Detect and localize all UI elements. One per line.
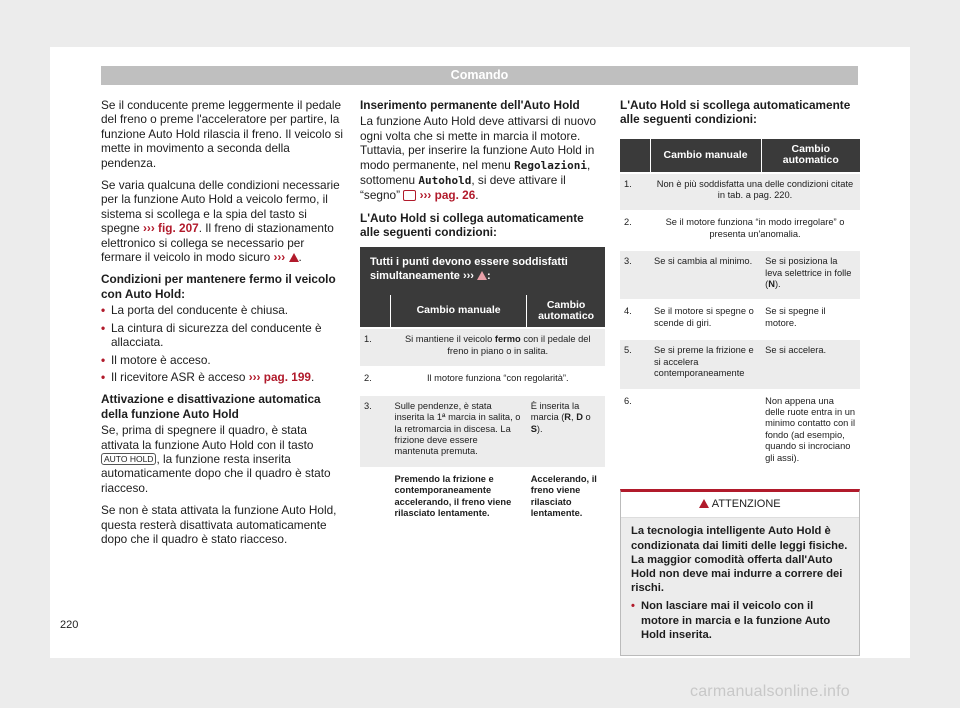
auto-hold-key: AUTO HOLD bbox=[101, 453, 156, 465]
table-row: 4. Se il motore si spegne o scende di giri. Se si spegne il motore. bbox=[620, 300, 860, 339]
table-row: 3. Sulle pendenze, è stata inserita la 1ª marcia in salita, o la retromarcia in discesa. La frizione deve essere mantenuta premuta. È inserita la marcia (R, D o S). bbox=[360, 395, 605, 468]
list-item: • Non lasciare mai il veicolo con il motore in marcia e la funzione Auto Hold inserita. bbox=[631, 600, 831, 641]
column-right bbox=[620, 98, 860, 656]
warning-icon bbox=[289, 253, 299, 262]
table-row: 2. Se il motore funziona “in modo irregolare” o presenta un'anomalia. bbox=[620, 211, 860, 250]
paragraph-permanent: La funzione Auto Hold deve attivarsi di nuovo ogni volta che si mette in marcia il motore. Tuttavia, per inserire la funzione Auto Hold in modo permanente, nel menu Regolazioni, sottomenu Autohold, si deve attivare il “segno” ››› pag. 26. bbox=[360, 114, 597, 203]
menu-name: Regolazioni bbox=[514, 158, 587, 172]
attention-text: La tecnologia intelligente Auto Hold è condizionata dai limiti delle leggi fisiche. La maggior comodità offerta dall'Auto Hold non deve mai indurre a correre dei rischi. bbox=[631, 525, 848, 595]
watermark: carmanualsonline.info bbox=[690, 683, 850, 700]
table-row: 3. Se si cambia al minimo. Se si posiziona la leva selettrice in folle (N). bbox=[620, 250, 860, 300]
table-row: 1. Si mantiene il veicolo fermo con il pedale del freno in piano o in salita. bbox=[360, 328, 605, 367]
table-caption: Tutti i punti devono essere soddisfatti simultaneamente ››› : bbox=[360, 247, 605, 295]
table-row: 1. Non è più soddisfatta una delle condizioni citate in tab. a pag. 220. bbox=[620, 173, 860, 212]
list-item: • Il motore è acceso. bbox=[101, 352, 211, 367]
section-header: Comando bbox=[101, 66, 858, 85]
warning-icon bbox=[699, 499, 709, 508]
paragraph-deactivation: Se non è stata attivata la funzione Auto Hold, questa resterà disattivata automaticamente dopo che il quadro è stato riacceso. bbox=[101, 503, 337, 546]
column-middle bbox=[360, 98, 605, 528]
book-icon bbox=[403, 190, 416, 201]
column-header: Cambio automatico bbox=[527, 295, 605, 329]
attention-title: ATTENZIONE bbox=[711, 497, 781, 510]
list-item: • La cintura di sicurezza del conducente è allacciata. bbox=[101, 320, 322, 350]
warning-link-arrow[interactable]: ››› bbox=[273, 250, 286, 265]
connect-table bbox=[360, 295, 605, 529]
heading-auto-connect: L'Auto Hold si collega automaticamente alle seguenti condizioni: bbox=[360, 210, 584, 240]
attention-box bbox=[620, 489, 860, 656]
column-header: Cambio manuale bbox=[650, 139, 761, 173]
paragraph-activation: Se, prima di spegnere il quadro, è stata attivata la funzione Auto Hold con il tasto AUTO HOLD , la funzione resta inserita automaticamente dopo che il quadro è stato riacceso. bbox=[101, 423, 331, 495]
table-row: 5. Se si preme la frizione e si accelera contemporaneamente Se si accelera. bbox=[620, 339, 860, 389]
column-left bbox=[101, 98, 345, 554]
disconnect-table bbox=[620, 139, 860, 473]
heading-activation: Attivazione e disattivazione automatica della funzione Auto Hold bbox=[101, 392, 321, 421]
page-number: 220 bbox=[60, 619, 79, 631]
fig-link[interactable]: ››› fig. 207 bbox=[142, 221, 199, 236]
submenu-name: Autohold bbox=[418, 174, 472, 188]
table-row: 2. Il motore funziona “con regolarità”. bbox=[360, 367, 605, 394]
page-link[interactable]: ››› pag. 199 bbox=[248, 369, 311, 384]
column-header: Cambio manuale bbox=[391, 295, 527, 329]
heading-conditions: Condizioni per mantenere fermo il veicolo con Auto Hold: bbox=[101, 272, 336, 301]
table-row: 6. Non appena una delle ruote entra in un minimo contatto con il fondo (ad esempio, quando si incrociano gli assi). bbox=[620, 390, 860, 473]
list-item: • Il ricevitore ASR è acceso ››› pag. 199. bbox=[101, 369, 315, 384]
paragraph-conditions-change: Se varia qualcuna delle condizioni necessarie per la funzione Auto Hold a veicolo fermo, il sistema si scollega e la spia del tasto si spegne ››› fig. 207. Il freno di stazionamento elettronico si collega se necessario per fermare il veicolo in modo sicuro ››› . bbox=[101, 178, 340, 265]
column-header: Cambio automatico bbox=[761, 139, 860, 173]
warning-icon bbox=[477, 271, 487, 280]
heading-permanent: Inserimento permanente dell'Auto Hold bbox=[360, 98, 580, 112]
paragraph-release: Se il conducente preme leggermente il pedale del freno o preme l'acceleratore per partire, la funzione Auto Hold rilascia il freno. Il veicolo si mette in movimento a seconda della pendenza. bbox=[101, 98, 343, 170]
table-row: Premendo la frizione e contemporaneamente accelerando, il freno viene rilasciato lentamente. Accelerando, il freno viene rilasciato lentamente. bbox=[360, 468, 605, 529]
heading-auto-disconnect: L'Auto Hold si scollega automaticamente alle seguenti condizioni: bbox=[620, 98, 851, 127]
page-link[interactable]: ››› pag. 26 bbox=[403, 188, 475, 202]
list-item: • La porta del conducente è chiusa. bbox=[101, 303, 289, 318]
